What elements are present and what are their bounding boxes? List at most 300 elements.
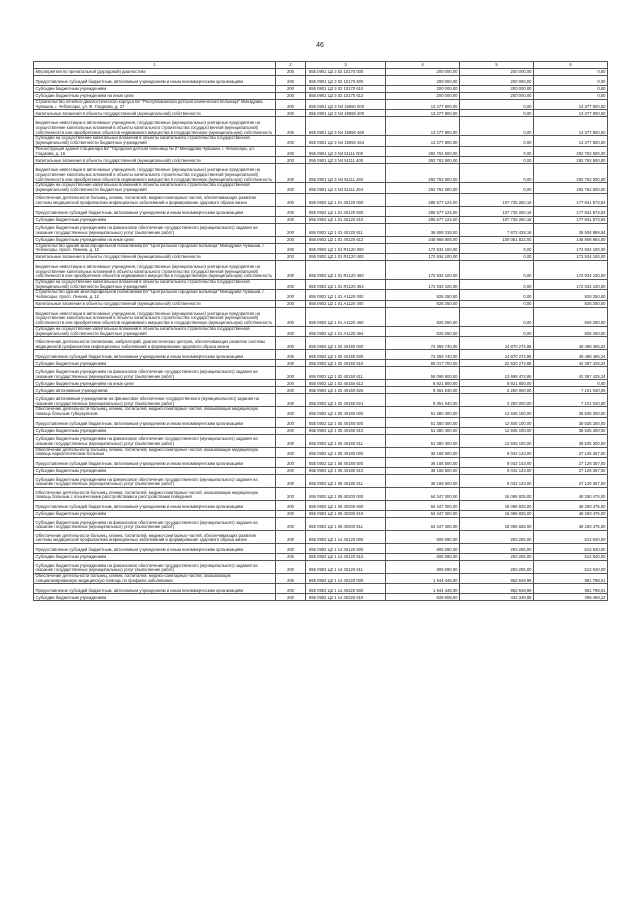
row-line-code: 200 [276,254,306,261]
table-row [34,326,608,336]
row-approved-amount: 74 369 740,00 [386,350,460,360]
row-unexecuted-amount: 48 260 475,00 [534,488,608,501]
row-unexecuted-amount: 27 126 357,00 [534,458,608,468]
row-executed-amount: 200 000,00 [460,69,534,76]
row-description: Обеспечение деятельности больниц, клиник, госпиталей, медико-санитарных частей, оказывающих медицинскую помощь наркологическим больным [34,447,276,457]
row-unexecuted-amount: 292 762 500,00 [534,164,608,183]
row-budget-classification: 855 0902 Ц2 1 01 R1120 400 [306,254,386,261]
row-line-code: 200 [276,290,306,300]
column-number: 1 [34,62,276,69]
row-unexecuted-amount: 42 397 425,24 [534,360,608,367]
column-number-row [34,62,608,69]
row-line-code: 200 [276,216,306,223]
row-executed-amount: 12 845 100,00 [460,434,534,447]
row-budget-classification: 855 0902 Ц2 1 01 40120 612 [306,236,386,243]
row-executed-amount: 2 250 000,00 [460,394,534,407]
row-approved-amount: 806 090,00 [386,531,460,544]
row-description: Предоставление субсидий бюджетным, автономным учреждениям и иным некоммерческим организациям [34,76,276,86]
row-approved-amount: 285 577 124,00 [386,216,460,223]
row-line-code: 200 [276,531,306,544]
row-executed-amount: 22 620 274,86 [460,360,534,367]
row-line-code: 200 [276,100,306,110]
row-unexecuted-amount: 49 498 465,24 [534,337,608,350]
table-row [34,93,608,100]
row-approved-amount: 13 377 800,00 [386,100,460,110]
table-row [34,110,608,117]
table-row [34,380,608,387]
table-row [34,511,608,518]
row-unexecuted-amount: 172 934 100,00 [534,254,608,261]
row-budget-classification: 855 0901 Ц2 3 N4 19650 460 [306,117,386,136]
row-description: Предоставление субсидий бюджетным, автономным учреждениям и иным некоммерческим организациям [34,350,276,360]
row-line-code: 200 [276,110,306,117]
row-budget-classification: 855 0902 Ц2 1 01 А1120 400 [306,300,386,307]
row-description: Строительство лечебно-диагностического корпуса БУ "Республиканская детская клиническая больница" Минздрава Чувашии, г. Чебоксары, ул. Ф. Гладкова, д. 27 [34,100,276,110]
row-executed-amount: 16 086 825,00 [460,518,534,531]
row-line-code: 200 [276,223,306,236]
table-row [34,183,608,193]
row-unexecuted-amount: 177 841 873,84 [534,216,608,223]
row-line-code: 200 [276,488,306,501]
table-row [34,86,608,93]
row-unexecuted-amount: 38 535 300,00 [534,427,608,434]
row-executed-amount: 16 086 825,00 [460,501,534,511]
row-approved-amount: 8 921 800,00 [386,380,460,387]
row-executed-amount: 0,00 [460,261,534,280]
row-description: Обеспечение деятельности больниц, клиник, госпиталей, медико-санитарных частей, оказывающих специализированную медицинскую помощь по профилю заболевания [34,574,276,584]
row-executed-amount: 200 000,00 [460,86,534,93]
row-unexecuted-amount: 27 126 357,00 [534,447,608,457]
row-line-code: 200 [276,146,306,156]
table-row [34,531,608,544]
row-description: Субсидии бюджетным учреждениям на финансовое обеспечение государственного (муниципального) задания на оказание государственных (муниципальных) услуг (выполнение работ) [34,434,276,447]
row-line-code: 200 [276,434,306,447]
row-executed-amount: 9 042 143,00 [460,468,534,475]
row-description: Субсидии бюджетным учреждениям [34,468,276,475]
row-budget-classification: 855 0902 Ц2 1 01 40120 610 [306,216,386,223]
row-unexecuted-amount: 981 798,01 [534,574,608,584]
row-line-code: 200 [276,407,306,417]
row-line-code: 200 [276,511,306,518]
row-line-code: 200 [276,280,306,290]
row-budget-classification: 855 0902 Ц2 1 02 40150 600 [306,350,386,360]
row-approved-amount: 172 934 100,00 [386,261,460,280]
row-description: Субсидии бюджетным учреждениям [34,86,276,93]
row-executed-amount: 293 255,00 [460,561,534,574]
row-budget-classification: 855 0901 Ц2 3 02 10170 612 [306,93,386,100]
row-description: Строительство здания многопрофильной поликлиники БУ "Центральная городская больница" Минздрава Чувашии, г. Чебоксары, просп. Ленина, д. 12 [34,243,276,253]
row-line-code: 200 [276,69,306,76]
table-row [34,387,608,394]
table-row [34,518,608,531]
row-unexecuted-amount: 396 458,12 [534,594,608,601]
row-budget-classification: 855 0902 Ц2 1 01 А1120 464 [306,326,386,336]
row-description: Субсидии бюджетным учреждениям [34,360,276,367]
row-executed-amount: 0,00 [460,164,534,183]
row-budget-classification: 855 0902 Ц2 1 08 40180 000 [306,447,386,457]
row-approved-amount: 200 000,00 [386,76,460,86]
row-line-code: 200 [276,117,306,136]
row-line-code: 200 [276,193,306,206]
row-approved-amount: 806 090,00 [386,554,460,561]
row-unexecuted-amount: 826 250,00 [534,326,608,336]
row-description: Субсидии автономным учреждениям [34,387,276,394]
row-executed-amount: 0,00 [460,254,534,261]
row-approved-amount: 172 934 100,00 [386,254,460,261]
row-budget-classification: 855 0901 Ц2 3 02 10170 000 [306,69,386,76]
row-budget-classification: 855 0902 Ц2 1 02 40150 620 [306,387,386,394]
row-budget-classification: 855 0902 Ц2 1 01 40120 611 [306,223,386,236]
row-description: Субсидии бюджетным учреждениям на финансовое обеспечение государственного (муниципального) задания на оказание государственных (муниципальных) услуг (выполнение работ) [34,561,276,574]
row-unexecuted-amount: 38 535 300,00 [534,434,608,447]
row-approved-amount: 826 250,00 [386,326,460,336]
row-budget-classification: 855 0902 Ц2 1 08 40180 611 [306,475,386,488]
row-executed-amount: 0,00 [460,110,534,117]
row-line-code: 200 [276,468,306,475]
row-executed-amount: 0,00 [460,146,534,156]
table-row [34,434,608,447]
row-budget-classification: 855 0902 Ц2 1 01 R1120 460 [306,261,386,280]
table-row [34,350,608,360]
row-executed-amount: 2 250 000,00 [460,387,534,394]
row-approved-amount: 9 351 040,00 [386,394,460,407]
row-executed-amount: 0,00 [460,326,534,336]
row-budget-classification: 855 0902 Ц2 1 14 40220 600 [306,584,386,594]
row-line-code: 200 [276,236,306,243]
row-budget-classification: 855 0902 Ц2 1 01 R1120 000 [306,243,386,253]
table-row [34,594,608,601]
table-row [34,157,608,164]
row-line-code: 200 [276,360,306,367]
row-unexecuted-amount: 7 101 040,00 [534,394,608,407]
budget-table [33,61,608,601]
column-number: 3 [306,62,386,69]
row-approved-amount: 51 380 400,00 [386,417,460,427]
row-description: Субсидии бюджетным учреждениям на финансовое обеспечение государственного (муниципального) задания на оказание государственных (муниципальных) услуг (выполнение работ) [34,367,276,380]
row-unexecuted-amount: 612 840,00 [534,554,608,561]
row-executed-amount: 12 845 100,00 [460,417,534,427]
table-row [34,280,608,290]
row-approved-amount: 200 000,00 [386,69,460,76]
row-approved-amount: 36 168 500,00 [386,447,460,457]
row-unexecuted-amount: 612 840,00 [534,544,608,554]
row-executed-amount: 0,00 [460,183,534,193]
row-line-code: 200 [276,300,306,307]
table-row [34,100,608,110]
table-row [34,501,608,511]
row-budget-classification: 855 0902 Ц2 1 01 R1120 464 [306,280,386,290]
row-executed-amount: 12 845 100,00 [460,427,534,434]
table-row [34,261,608,280]
row-executed-amount: 24 870 274,86 [460,350,534,360]
row-executed-amount: 962 649,99 [460,574,534,584]
row-unexecuted-amount: 27 126 357,00 [534,475,608,488]
row-approved-amount: 64 347 300,00 [386,501,460,511]
row-description: Субсидии бюджетным учреждениям [34,594,276,601]
table-row [34,307,608,326]
row-description: Капитальные вложения в объекты государственной (муниципальной) собственности [34,300,276,307]
table-row [34,574,608,584]
row-unexecuted-amount: 612 840,00 [534,531,608,544]
row-executed-amount: 0,00 [460,280,534,290]
row-description: Капитальные вложения в объекты государственной (муниципальной) собственности [34,110,276,117]
row-executed-amount: 107 735 250,16 [460,193,534,206]
row-description: Обеспечение деятельности больниц, клиник, госпиталей, медико-санитарных частей, оказывающих медицинскую помощь больным туберкулезом [34,407,276,417]
row-description: Предоставление субсидий бюджетным, автономным учреждениям и иным некоммерческим организациям [34,584,276,594]
row-line-code: 200 [276,501,306,511]
row-description: Предоставление субсидий бюджетным, автономным учреждениям и иным некоммерческим организациям [34,458,276,468]
row-budget-classification: 855 0902 Ц2 1 02 40150 612 [306,380,386,387]
row-unexecuted-amount: 13 377 800,00 [534,110,608,117]
row-description: Бюджетные инвестиции в автономные учреждения, государственные (муниципальные) унитарные предприятия на осуществление капитальных вложений в объекты капитального строительства государственной (муниципальной) собственности или приобретение объектов недвижимого имущества в государственную (муниципальную) собственность [34,307,276,326]
row-executed-amount: 12 845 100,00 [460,407,534,417]
row-description: Субсидии на осуществление капитальных вложений в объекты капитального строительства государственной (муниципальной) собственности бюджетных учреждений [34,183,276,193]
row-description: Бюджетные инвестиции в автономные учреждения, государственные (муниципальные) унитарные предприятия на осуществление капитальных вложений в объекты капитального строительства государственной (муниципальной) собственности или приобретение объектов недвижимого имущества в государственную (муниципальную) собственность [34,117,276,136]
row-budget-classification: 855 0901 Ц2 3 N4 51111 400 [306,157,386,164]
row-executed-amount: 8 921 800,00 [460,380,534,387]
table-row [34,584,608,594]
row-unexecuted-amount: 612 840,00 [534,561,608,574]
row-approved-amount: 64 347 300,00 [386,488,460,501]
row-budget-classification: 855 0902 Ц2 1 01 40120 000 [306,193,386,206]
table-row [34,76,608,86]
row-unexecuted-amount: 826 250,00 [534,300,608,307]
row-executed-amount: 0,00 [460,136,534,146]
row-executed-amount: 200 000,00 [460,93,534,100]
row-line-code: 200 [276,584,306,594]
row-approved-amount: 9 351 040,00 [386,387,460,394]
row-unexecuted-amount: 0,00 [534,69,608,76]
row-unexecuted-amount: 48 260 475,00 [534,501,608,511]
row-approved-amount: 200 000,00 [386,86,460,93]
table-row [34,146,608,156]
row-approved-amount: 285 577 124,00 [386,206,460,216]
row-approved-amount: 51 380 400,00 [386,407,460,417]
row-approved-amount: 36 168 500,00 [386,468,460,475]
row-executed-amount: 107 735 250,16 [460,206,534,216]
row-description: Капитальные вложения в объекты государственной (муниципальной) собственности [34,254,276,261]
row-description: Предоставление субсидий бюджетным, автономным учреждениям и иным некоммерческим организациям [34,206,276,216]
row-unexecuted-amount: 0,00 [534,76,608,86]
row-unexecuted-amount: 42 397 425,24 [534,367,608,380]
row-budget-classification: 855 0902 Ц2 1 09 40200 600 [306,501,386,511]
row-executed-amount: 9 042 143,00 [460,447,534,457]
row-description: Субсидии на осуществление капитальных вложений в объекты капитального строительства государственной (муниципальной) собственности бюджетных учреждений [34,136,276,146]
row-unexecuted-amount: 13 377 800,00 [534,136,608,146]
row-line-code: 200 [276,387,306,394]
row-description: Субсидии автономным учреждениям на финансовое обеспечение государственного (муниципального) задания на оказание государственных (муниципальных) услуг (выполнение работ) [34,394,276,407]
row-executed-amount: 293 255,00 [460,531,534,544]
row-approved-amount: 292 762 500,00 [386,183,460,193]
row-budget-classification: 855 0902 Ц2 1 14 40220 610 [306,594,386,601]
row-approved-amount: 36 168 500,00 [386,458,460,468]
row-unexecuted-amount: 177 841 873,84 [534,193,608,206]
row-budget-classification: 855 0901 Ц2 3 02 10170 610 [306,86,386,93]
row-unexecuted-amount: 48 260 475,00 [534,511,608,518]
row-description: Субсидии бюджетным учреждениям [34,427,276,434]
row-description: Субсидии бюджетным учреждениям на иные цели [34,236,276,243]
row-unexecuted-amount: 28 934 889,84 [534,223,608,236]
row-unexecuted-amount: 38 535 300,00 [534,407,608,417]
row-budget-classification: 855 0901 Ц2 3 N4 51111 464 [306,183,386,193]
row-unexecuted-amount: 0,00 [534,86,608,93]
row-unexecuted-amount: 0,00 [534,380,608,387]
row-approved-amount: 74 369 740,00 [386,337,460,350]
row-executed-amount: 0,00 [460,300,534,307]
row-line-code: 200 [276,76,306,86]
row-unexecuted-amount: 38 535 300,00 [534,417,608,427]
row-executed-amount: 432 349,88 [460,594,534,601]
row-line-code: 200 [276,427,306,434]
row-description: Субсидии бюджетным учреждениям [34,216,276,223]
row-approved-amount: 806 090,00 [386,544,460,554]
row-budget-classification: 855 0902 Ц2 1 09 40200 000 [306,488,386,501]
row-description: Субсидии бюджетным учреждениям на финансовое обеспечение государственного (муниципального) задания на оказание государственных (муниципальных) услуг (выполнение работ) [34,223,276,236]
column-number: 4 [386,62,460,69]
row-line-code: 200 [276,561,306,574]
row-description: Обеспечение деятельности поликлиник, амбулаторий, диагностических центров, обеспечивающих развитие системы медицинской профилактики инфекционных заболеваний и формирование здорового образа жизни [34,337,276,350]
row-budget-classification: 855 0902 Ц2 1 02 40150 610 [306,360,386,367]
table-row [34,300,608,307]
row-executed-amount: 293 255,00 [460,554,534,561]
row-unexecuted-amount: 27 126 357,00 [534,468,608,475]
row-approved-amount: 64 347 300,00 [386,511,460,518]
row-line-code: 200 [276,243,306,253]
row-approved-amount: 172 934 100,00 [386,280,460,290]
row-description: Субсидии бюджетным учреждениям [34,511,276,518]
row-executed-amount: 9 042 143,00 [460,475,534,488]
column-number: 6 [534,62,608,69]
row-budget-classification: 855 0902 Ц2 1 05 40160 610 [306,427,386,434]
row-line-code: 200 [276,326,306,336]
row-approved-amount: 285 577 124,00 [386,193,460,206]
table-row [34,223,608,236]
table-row [34,216,608,223]
row-approved-amount: 36 168 500,00 [386,475,460,488]
table-body [34,62,608,601]
row-executed-amount: 7 673 428,16 [460,223,534,236]
row-budget-classification: 855 0902 Ц2 1 05 40160 600 [306,417,386,427]
row-unexecuted-amount: 13 377 800,00 [534,100,608,110]
table-row [34,337,608,350]
row-budget-classification: 855 0902 Ц2 1 08 40180 610 [306,468,386,475]
row-unexecuted-amount: 826 250,00 [534,290,608,300]
row-line-code: 200 [276,93,306,100]
row-budget-classification: 855 0902 Ц2 1 09 40200 611 [306,518,386,531]
row-description: Субсидии бюджетным учреждениям [34,554,276,561]
row-approved-amount: 172 934 100,00 [386,243,460,253]
row-line-code: 200 [276,206,306,216]
row-line-code: 200 [276,417,306,427]
row-budget-classification: 855 0902 Ц2 1 14 40120 611 [306,561,386,574]
row-description: Субсидии бюджетным учреждениям на иные цели [34,380,276,387]
row-line-code: 200 [276,458,306,468]
row-approved-amount: 1 944 448,00 [386,584,460,594]
row-description: Строительство здания многопрофильной поликлиники БУ "Центральная городская больница" Минздрава Чувашии, г. Чебоксары, просп. Ленина, д. 12 [34,290,276,300]
row-approved-amount: 292 762 500,00 [386,164,460,183]
column-number: 5 [460,62,534,69]
row-unexecuted-amount: 148 906 984,00 [534,236,608,243]
row-line-code: 200 [276,350,306,360]
row-line-code: 200 [276,554,306,561]
table-row [34,458,608,468]
row-executed-amount: 0,00 [460,117,534,136]
row-budget-classification: 855 0902 Ц2 1 01 40120 600 [306,206,386,216]
table-row [34,468,608,475]
table-row [34,561,608,574]
row-approved-amount: 13 377 800,00 [386,136,460,146]
table-row [34,117,608,136]
row-approved-amount: 248 968 806,00 [386,236,460,243]
row-description: Субсидии на осуществление капитальных вложений в объекты капитального строительства государственной (муниципальной) собственности бюджетных учреждений [34,280,276,290]
table-row [34,475,608,488]
row-budget-classification: 855 0901 Ц2 3 02 10170 600 [306,76,386,86]
table-row [34,554,608,561]
row-executed-amount: 293 255,00 [460,544,534,554]
row-description: Субсидии бюджетным учреждениям на иные цели [34,93,276,100]
row-budget-classification: 855 0902 Ц2 1 02 40150 611 [306,367,386,380]
row-approved-amount: 51 380 400,00 [386,434,460,447]
row-line-code: 200 [276,544,306,554]
row-description: Обеспечение деятельности больниц, клиник, госпиталей, медико-санитарных частей, оказывающих медицинскую помощь больным с психическими расстройствами и расстройствами поведения [34,488,276,501]
table-row [34,394,608,407]
row-line-code: 200 [276,183,306,193]
row-executed-amount: 16 086 825,00 [460,488,534,501]
table-row [34,367,608,380]
row-approved-amount: 13 377 800,00 [386,110,460,117]
row-description: Бюджетные инвестиции в автономные учреждения, государственные (муниципальные) унитарные предприятия на осуществление капитальных вложений в объекты капитального строительства государственной (муниципальной) собственности или приобретение объектов недвижимого имущества в государственную (муниципальную) собственность [34,164,276,183]
row-budget-classification: 855 0902 Ц2 1 14 40120 000 [306,531,386,544]
row-unexecuted-amount: 292 762 500,00 [534,157,608,164]
row-executed-amount: 0,00 [460,100,534,110]
row-line-code: 200 [276,447,306,457]
row-unexecuted-amount: 177 841 873,84 [534,206,608,216]
row-description: Предоставление субсидий бюджетным, автономным учреждениям и иным некоммерческим организациям [34,417,276,427]
row-budget-classification: 855 0902 Ц2 1 14 40120 600 [306,544,386,554]
row-line-code: 200 [276,367,306,380]
row-description: Предоставление субсидий бюджетным, автономным учреждениям и иным некоммерческим организациям [34,501,276,511]
row-line-code: 200 [276,164,306,183]
table-row [34,193,608,206]
table-row [34,407,608,417]
row-line-code: 200 [276,394,306,407]
row-unexecuted-amount: 49 498 465,24 [534,350,608,360]
table-row [34,447,608,457]
row-unexecuted-amount: 292 762 500,00 [534,146,608,156]
row-unexecuted-amount: 48 260 475,00 [534,518,608,531]
row-approved-amount: 292 762 500,00 [386,146,460,156]
row-unexecuted-amount: 981 798,01 [534,584,608,594]
row-approved-amount: 806 090,00 [386,561,460,574]
table-row [34,417,608,427]
table-row [34,206,608,216]
row-line-code: 200 [276,574,306,584]
row-description: Бюджетные инвестиции в автономные учреждения, государственные (муниципальные) унитарные предприятия на осуществление капитальных вложений в объекты капитального строительства государственной (муниципальной) собственности или приобретение объектов недвижимого имущества в государственную (муниципальную) собственность [34,261,276,280]
table-row [34,164,608,183]
row-executed-amount: 200 000,00 [460,76,534,86]
row-approved-amount: 36 608 318,00 [386,223,460,236]
page-number: 46 [316,42,324,49]
row-line-code: 200 [276,157,306,164]
row-budget-classification: 855 0902 Ц2 1 01 А1120 000 [306,290,386,300]
row-budget-classification: 855 0902 Ц2 1 02 40150 000 [306,337,386,350]
row-approved-amount: 826 250,00 [386,290,460,300]
table-row [34,243,608,253]
row-line-code: 200 [276,518,306,531]
row-approved-amount: 51 380 400,00 [386,427,460,434]
row-budget-classification: 855 0902 Ц2 1 14 40120 610 [306,554,386,561]
table-row [34,69,608,76]
